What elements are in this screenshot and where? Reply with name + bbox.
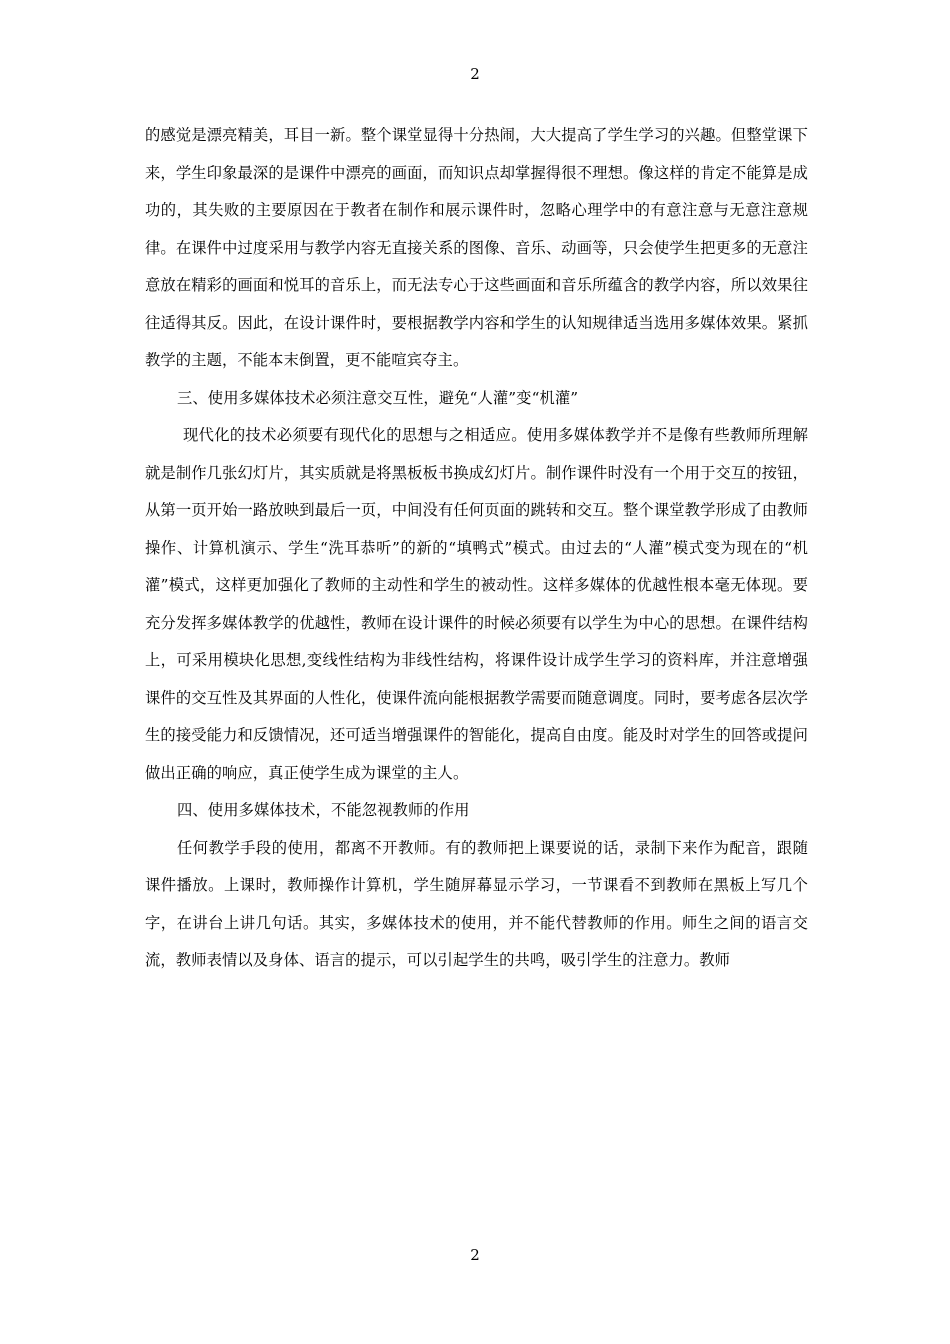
paragraph-teacher-role: 任何教学手段的使用，都离不开教师。有的教师把上课要说的话，录制下来作为配音，跟随课件播放。上课时，教师操作计算机，学生随屏幕显示学习，一节课看不到教师在黑板上写几个字，在讲台上讲几句话。其实，多媒体技术的使用，并不能代替教师的作用。师生之间的语言交流，教师表情以及身体、语言的提示，可以引起学生的共鸣，吸引学生的注意力。教师 — [145, 838, 808, 969]
section-heading-four: 四、使用多媒体技术，不能忽视教师的作用 — [177, 801, 470, 819]
section-heading-three: 三、使用多媒体技术必须注意交互性，避免“人灌”变“机灌” — [177, 388, 579, 407]
body-text — [145, 117, 808, 980]
footer-page-number: 2 — [470, 1246, 480, 1264]
paragraph-continued: 的感觉是漂亮精美，耳目一新。整个课堂显得十分热闹，大大提高了学生学习的兴趣。但整堂课下来，学生印象最深的是课件中漂亮的画面，而知识点却掌握得很不理想。像这样的肯定不能算是成功的，其失败的主要原因在于教者在制作和展示课件时，忽略心理学中的有意注意与无意注意规律。在课件中过度采用与教学内容无直接关系的图像、音乐、动画等，只会使学生把更多的无意注意放在精彩的画面和悦耳的音乐上，而无法专心于这些画面和音乐所蕴含的教学内容，所以效果往往适得其反。因此，在设计课件时，要根据教学内容和学生的认知规律适当选用多媒体效果。紧抓教学的主题，不能本末倒置，更不能喧宾夺主。 — [145, 126, 808, 369]
paragraph-interactivity: 现代化的技术必须要有现代化的思想与之相适应。使用多媒体教学并不是像有些教师所理解就是制作几张幻灯片，其实质就是将黑板板书换成幻灯片。制作课件时没有一个用于交互的按钮，从第一页开始一路放映到最后一页，中间没有任何页面的跳转和交互。整个课堂教学形成了由教师操作、计算机演示、学生“洗耳恭听”的新的“填鸭式”模式。由过去的“人灌”模式变为现在的“机灌”模式，这样更加强化了教师的主动性和学生的被动性。这样多媒体的优越性根本毫无体现。要充分发挥多媒体教学的优越性，教师在设计课件的时候必须要有以学生为中心的思想。在课件结构上，可采用模块化思想,变线性结构为非线性结构，将课件设计成学生学习的资料库，并注意增强课件的交互性及其界面的人性化，使课件流向能根据教学需要而随意调度。同时，要考虑各层次学生的接受能力和反馈情况，还可适当增强课件的智能化，提高自由度。能及时对学生的回答或提问做出正确的响应，真正使学生成为课堂的主人。 — [145, 426, 808, 782]
header-page-number: 2 — [470, 65, 480, 83]
